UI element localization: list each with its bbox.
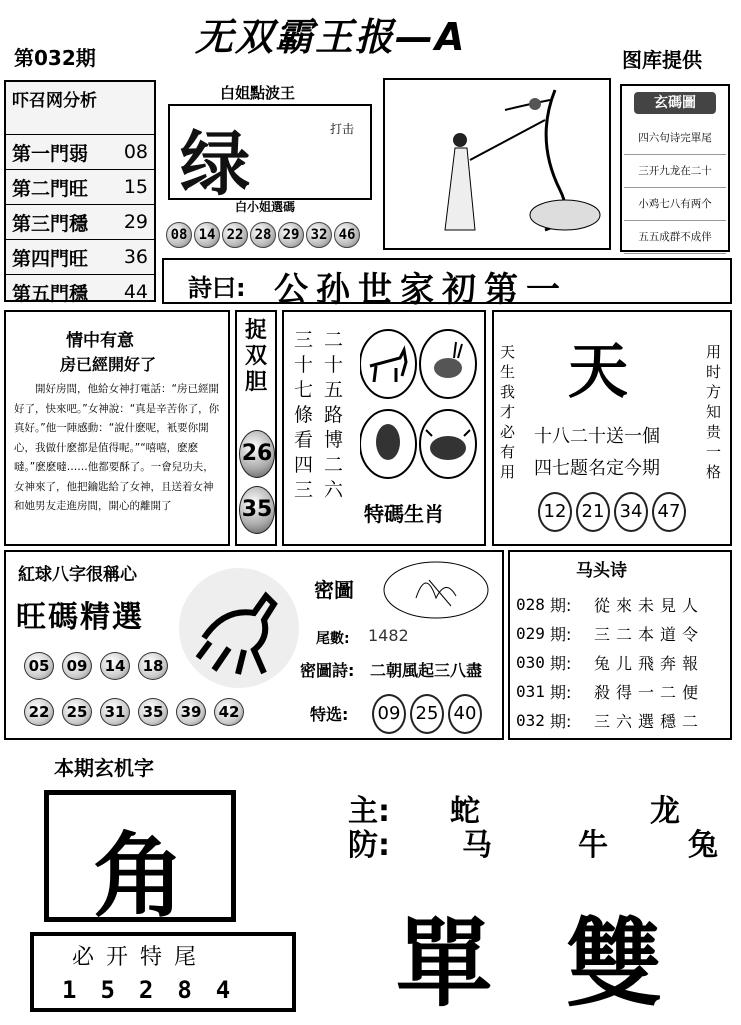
analysis-row	[6, 169, 154, 204]
mitu-poem-label: 密圖詩:	[300, 661, 355, 680]
xuanji-lines	[624, 122, 726, 254]
matou-rows	[516, 590, 726, 735]
wave-ball: 46	[334, 222, 360, 248]
matou-text: 三六選穩二	[594, 712, 705, 731]
riddle-box	[282, 310, 486, 546]
mitu-poem: 二朝風起三八盡	[370, 661, 483, 680]
tian-box	[492, 310, 732, 546]
xuanji-line: 小鸡七八有两个	[624, 188, 726, 221]
mitu-te-balls	[372, 694, 486, 734]
tian-ball: 21	[576, 492, 610, 532]
must-num: 15284	[62, 976, 255, 1004]
analysis-row-label: 第五門穩	[12, 282, 89, 305]
analysis-row	[6, 134, 154, 169]
zhu-label: 主:	[348, 794, 390, 829]
poem-line-label: 詩曰:	[188, 274, 246, 302]
matou-text: 兔儿飛奔報	[594, 654, 705, 673]
analysis-rows	[6, 134, 154, 309]
matou-issue-label: 期:	[550, 654, 572, 673]
xuanji-line: 三开九龙在二十	[624, 155, 726, 188]
must-box	[30, 932, 296, 1012]
shuangdan-num: 26	[239, 430, 275, 478]
matou-row	[516, 590, 726, 619]
tian-right: 用时方知贵一格	[706, 343, 722, 481]
matou-issue-label: 期:	[550, 596, 572, 615]
matou-row	[516, 619, 726, 648]
mitu-tail-label: 尾數:	[316, 631, 350, 647]
matou-issue: 032	[516, 711, 545, 730]
analysis-row	[6, 274, 154, 309]
provider-label: 图库提供	[622, 48, 702, 72]
analysis-row-num: 44	[123, 281, 148, 303]
mitu-te-label: 特选:	[310, 705, 349, 724]
wave-ball: 14	[194, 222, 220, 248]
xuanji-char-box	[44, 790, 236, 930]
redball-ball: 31	[100, 698, 130, 726]
redball-ball: 35	[138, 698, 168, 726]
story-body: 開好房間，他給女神打電話：“房已經開好了，快來吧。”女神說：“真是辛苦你了，你真好。”他一陣感動：“說什麽呢，衹要你開心，我做什麽都是值得呢。”“嘻嘻，麽麽噠。”麽麽噠……他都要酥了。一會兒功夫，女神來了，他把鑰匙給了女神，且送着女神和她男友走進房間，開心的離開了	[14, 383, 220, 512]
matou-issue: 030	[516, 653, 545, 672]
wave-main-box	[168, 104, 372, 205]
illustration-box	[383, 78, 611, 250]
shuang-char: 雙	[566, 908, 662, 1020]
wave-balls	[166, 222, 362, 248]
wave-title: 白姐點波王	[220, 84, 296, 102]
matou-box	[508, 550, 732, 740]
shuangdan-title: 捉双胆	[245, 318, 268, 395]
matou-issue-label: 期:	[550, 625, 572, 644]
matou-text: 三二本道令	[594, 625, 705, 644]
redball-ball: 25	[62, 698, 92, 726]
xuanji-char: 角	[93, 823, 186, 930]
mitu-te-ball: 40	[448, 694, 482, 734]
tian-big: 天	[568, 337, 628, 407]
story-subtitle: 房已經開好了	[60, 355, 157, 374]
xuanji-char-title: 本期玄机字	[54, 756, 154, 780]
tian-ball: 12	[538, 492, 572, 532]
analysis-row	[6, 204, 154, 239]
analysis-row-label: 第一門弱	[12, 142, 89, 165]
zhu-item-1: 蛇	[450, 794, 480, 829]
mitu-te-ball: 09	[372, 694, 406, 734]
fang-label: 防:	[348, 828, 390, 863]
zhu-item-2: 龙	[650, 794, 680, 829]
mitu-te-ball: 25	[410, 694, 444, 734]
matou-issue-label: 期:	[550, 712, 572, 731]
issue-number: 第032期	[14, 46, 96, 70]
xuanji-title: 玄碼圖	[634, 92, 716, 114]
matou-text: 殺得一二便	[594, 683, 705, 702]
redball-ball: 14	[100, 652, 130, 680]
tian-ball: 47	[652, 492, 686, 532]
tian-ball: 34	[614, 492, 648, 532]
tian-balls	[538, 492, 690, 532]
tian-line1: 十八二十送一個	[534, 426, 660, 447]
matou-row	[516, 706, 726, 735]
redball-row2	[24, 698, 252, 726]
dan-char: 單	[396, 908, 492, 1020]
redball-row1	[24, 652, 176, 680]
xuanji-line: 四六句诗完單尾	[624, 122, 726, 155]
wave-ball: 28	[250, 222, 276, 248]
redball-ball: 39	[176, 698, 206, 726]
matou-issue: 031	[516, 682, 545, 701]
riddle-col1: 三十七條看四三	[294, 329, 314, 501]
redball-sub: 旺碼精選	[16, 600, 144, 635]
fang-item-2: 牛	[578, 828, 608, 863]
redball-ball: 18	[138, 652, 168, 680]
redball-title: 紅球八字很稱心	[18, 565, 137, 585]
wave-strike-label: 打击	[330, 122, 355, 136]
riddle-col2: 二十五路博二六	[324, 329, 344, 501]
wave-ball: 29	[278, 222, 304, 248]
analysis-row-num: 36	[123, 246, 148, 268]
shuangdan-nums	[239, 430, 275, 542]
story-box	[4, 310, 230, 546]
redball-ball: 05	[24, 652, 54, 680]
xuanji-box	[620, 84, 730, 252]
mitu-title: 密圖	[314, 578, 354, 602]
shuangdan-num: 35	[239, 486, 275, 534]
matou-issue: 028	[516, 595, 545, 614]
matou-text: 從來未見人	[594, 596, 705, 615]
matou-issue: 029	[516, 624, 545, 643]
mitu-tail: 1482	[368, 626, 409, 645]
tian-line2: 四七题名定今期	[534, 458, 660, 479]
analysis-row-label: 第二門旺	[12, 177, 89, 200]
must-label: 必开特尾	[72, 945, 209, 970]
matou-row	[516, 648, 726, 677]
riddle-label: 特碼生肖	[364, 502, 444, 526]
analysis-row-label: 第四門旺	[12, 247, 89, 270]
analysis-row-num: 08	[123, 141, 148, 163]
analysis-row-label: 第三門穩	[12, 212, 89, 235]
redball-ball: 22	[24, 698, 54, 726]
xuanji-line: 五五成群不成伴	[624, 221, 726, 254]
redball-box	[4, 550, 504, 740]
fang-item-3: 兔	[688, 828, 718, 863]
analysis-row-num: 15	[123, 176, 148, 198]
story-title: 情中有意	[66, 331, 134, 351]
wave-ball: 08	[166, 222, 192, 248]
tian-left: 天生我才必有用	[500, 343, 516, 481]
matou-issue-label: 期:	[550, 683, 572, 702]
redball-ball: 09	[62, 652, 92, 680]
analysis-row	[6, 239, 154, 274]
fang-item-1: 马	[462, 828, 492, 863]
page-title: 无双霸王报—A	[195, 15, 467, 59]
wave-main-char: 绿	[180, 123, 250, 205]
lady-illustration	[385, 80, 609, 248]
wave-ball: 22	[222, 222, 248, 248]
poem-line-box	[162, 258, 732, 310]
shuangdan-box	[235, 310, 277, 546]
analysis-panel	[4, 80, 156, 305]
redball-ball: 42	[214, 698, 244, 726]
wave-sub: 白小姐選碼	[235, 200, 296, 214]
analysis-title: 吓召网分析	[12, 91, 97, 111]
zodiac-animals	[360, 326, 480, 486]
matou-title: 马头诗	[576, 561, 627, 581]
matou-row	[516, 677, 726, 706]
horse-illustration	[174, 558, 304, 688]
poem-line-text: 公孙世家初第一	[274, 270, 568, 310]
mitu-sketch	[381, 558, 491, 622]
wave-ball: 32	[306, 222, 332, 248]
analysis-row-num: 29	[123, 211, 148, 233]
